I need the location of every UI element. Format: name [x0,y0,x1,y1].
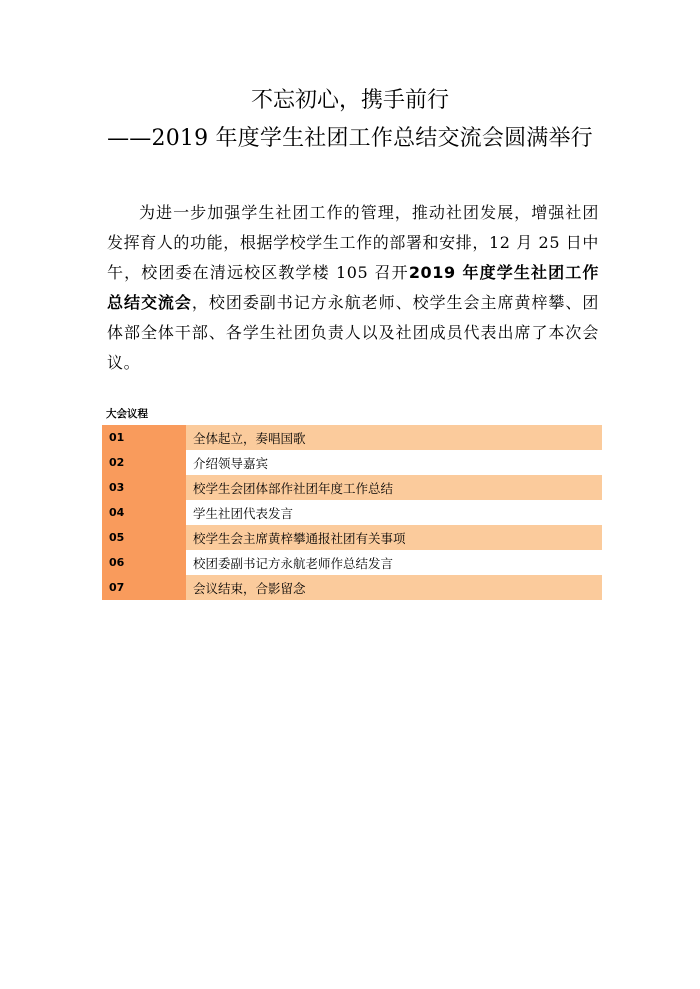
agenda-item: 介绍领导嘉宾 [186,450,602,475]
agenda-table [102,425,602,600]
agenda-item: 学生社团代表发言 [186,500,602,525]
body-paragraph [107,198,599,378]
agenda-number: 04 [102,500,186,525]
title-main: 不忘初心，携手前行 [250,88,449,113]
agenda-row [102,450,602,475]
agenda-number: 06 [102,550,186,575]
agenda-heading: 大会议程 [106,408,148,420]
agenda-number: 03 [102,475,186,500]
agenda-row [102,500,602,525]
agenda-item: 会议结束，合影留念 [186,575,602,600]
agenda-number: 02 [102,450,186,475]
agenda-row [102,475,602,500]
paragraph-text-start: 为进一步加强学生社团工作的管理，推动社团发展，增强社团发挥育人的功能，根据学校学生工作的部署和安排，12 月 25 日中午，校团委在清远校区教学楼 105 召开 [107,203,599,282]
agenda-row [102,425,602,450]
agenda-row [102,550,602,575]
agenda-item: 校学生会主席黄梓攀通报社团有关事项 [186,525,602,550]
agenda-number: 01 [102,425,186,450]
title-subtitle: ——2019 年度学生社团工作总结交流会圆满举行 [107,126,593,151]
agenda-item: 全体起立，奏唱国歌 [186,425,602,450]
agenda-item: 校团委副书记方永航老师作总结发言 [186,550,602,575]
paragraph-bold-event-name: 2019 年度学生社团工作总结交流会 [107,263,599,312]
agenda-row [102,575,602,600]
agenda-number: 05 [102,525,186,550]
agenda-item: 校学生会团体部作社团年度工作总结 [186,475,602,500]
agenda-row [102,525,602,550]
paragraph-text-end: ，校团委副书记方永航老师、校学生会主席黄梓攀、团体部全体干部、各学生社团负责人以及社团成员代表出席了本次会议。 [107,293,599,372]
agenda-number: 07 [102,575,186,600]
